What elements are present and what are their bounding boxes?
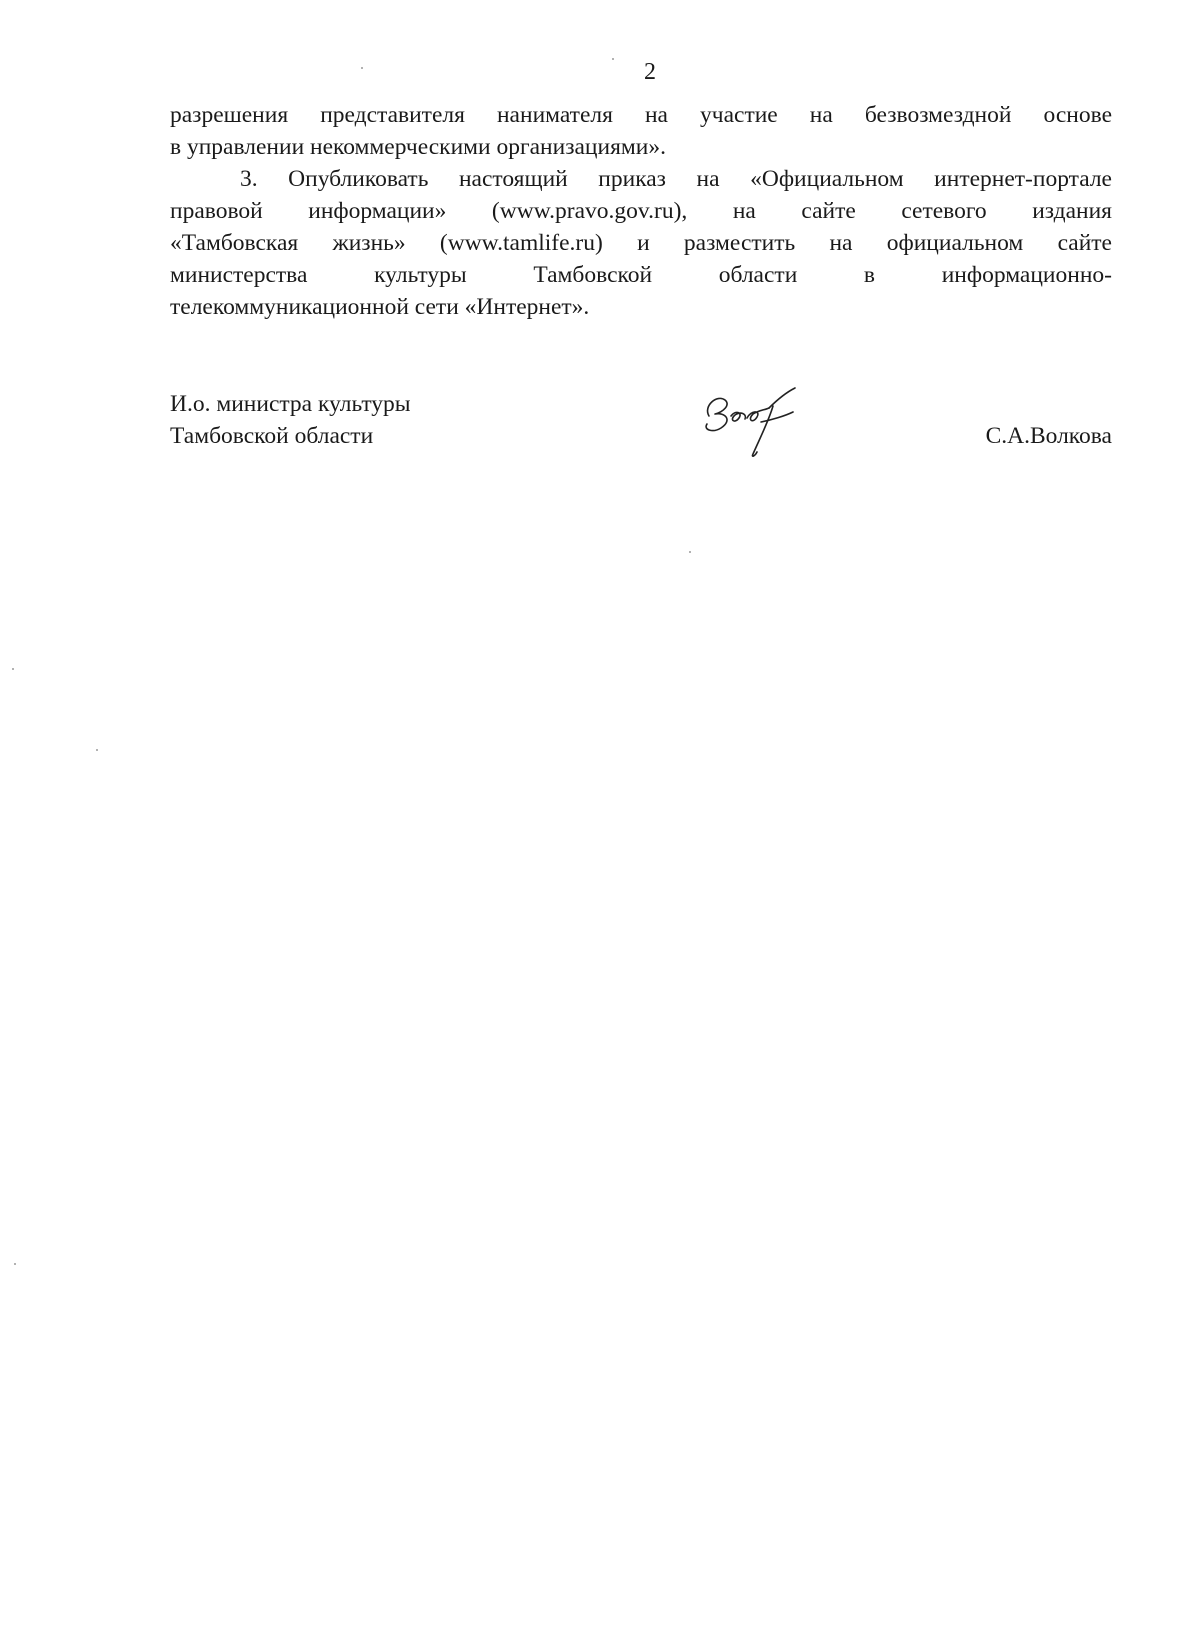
scan-speck bbox=[361, 67, 363, 69]
text-line: министерства культуры Тамбовской области в информационно- bbox=[170, 262, 1112, 288]
scan-speck bbox=[12, 668, 14, 670]
signatory-name: С.А.Волкова bbox=[985, 423, 1112, 449]
text-line: в управлении некоммерческими организациями». bbox=[170, 134, 666, 160]
paragraph-continuation bbox=[170, 99, 1112, 163]
text-line: телекоммуникационной сети «Интернет». bbox=[170, 294, 590, 320]
scan-speck bbox=[612, 58, 614, 60]
handwritten-signature-icon bbox=[695, 384, 815, 464]
paragraph-item-3 bbox=[170, 163, 1112, 323]
scan-speck bbox=[96, 749, 98, 751]
signatory-position-line: И.о. министра культуры bbox=[170, 391, 411, 417]
signatory-position-line: Тамбовской области bbox=[170, 423, 374, 449]
signatory-position bbox=[170, 388, 411, 452]
signature-block bbox=[170, 388, 1112, 468]
page-number: 2 bbox=[644, 59, 656, 85]
document-body bbox=[170, 99, 1112, 323]
text-line: 3. Опубликовать настоящий приказ на «Официальном интернет-портале bbox=[240, 166, 1112, 192]
text-line: правовой информации» (www.pravo.gov.ru), на сайте сетевого издания bbox=[170, 198, 1112, 224]
scan-speck bbox=[689, 551, 691, 553]
text-line: разрешения представителя нанимателя на участие на безвозмездной основе bbox=[170, 102, 1112, 128]
scan-speck bbox=[14, 1263, 16, 1265]
text-line: «Тамбовская жизнь» (www.tamlife.ru) и разместить на официальном сайте bbox=[170, 230, 1112, 256]
